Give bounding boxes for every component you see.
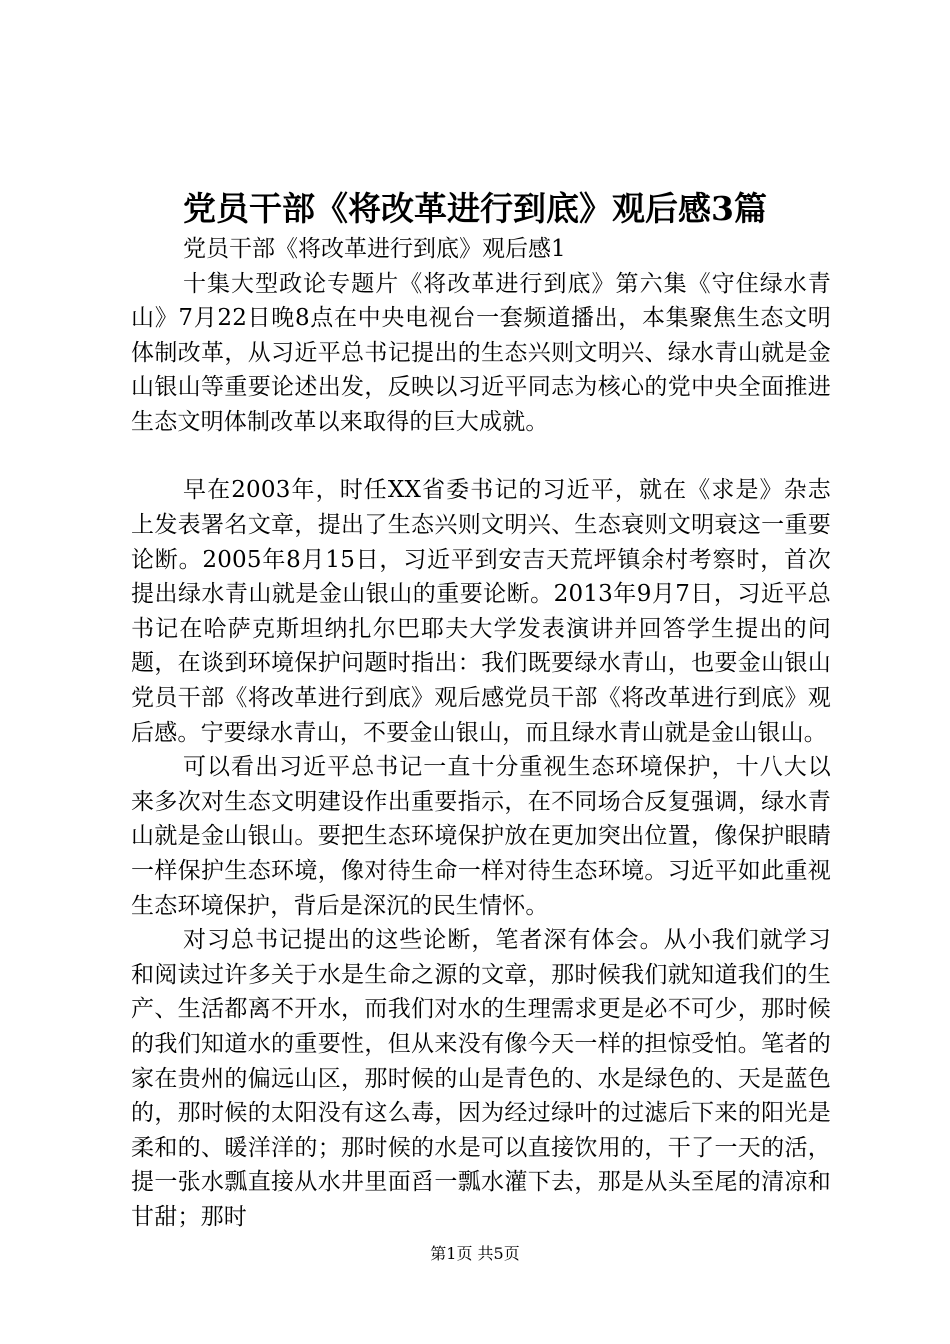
paragraph-3: 可以看出习近平总书记一直十分重视生态环境保护，十八大以来多次对生态文明建设作出重要指示，在不同场合反复强调，绿水青山就是金山银山。要把生态环境保护放在更加突出位置，像保护眼睛一样保护生态环境，像对待生命一样对待生态环境。习近平如此重视生态环境保护，背后是深沉的民生情怀。	[131, 754, 831, 919]
page-number-footer: 第1页 共5页	[430, 1244, 520, 1263]
paragraph-1: 十集大型政论专题片《将改革进行到底》第六集《守住绿水青山》7月22日晚8点在中央电视台一套频道播出，本集聚焦生态文明体制改革，从习近平总书记提出的生态兴则文明兴、绿水青山就是金山银山等重要论述出发，反映以习近平同志为核心的党中央全面推进生态文明体制改革以来取得的巨大成就。	[131, 270, 831, 435]
paragraph-4: 对习总书记提出的这些论断，笔者深有体会。从小我们就学习和阅读过许多关于水是生命之源的文章，那时候我们就知道我们的生产、生活都离不开水，而我们对水的生理需求更是必不可少，那时候的我们知道水的重要性，但从来没有像今天一样的担惊受怕。笔者的家在贵州的偏远山区，那时候的山是青色的、水是绿色的、天是蓝色的，那时候的太阳没有这么毒，因为经过绿叶的过滤后下来的阳光是柔和的、暖洋洋的；那时候的水是可以直接饮用的，干了一天的活，提一张水瓢直接从水井里面舀一瓢水灌下去，那是从头至尾的清凉和甘甜；那时	[131, 927, 831, 1230]
section-heading: 党员干部《将改革进行到底》观后感1	[183, 236, 566, 262]
document-title: 党员干部《将改革进行到底》观后感3篇	[183, 189, 767, 228]
document-body	[131, 232, 831, 1235]
paragraph-2: 早在2003年，时任XX省委书记的习近平，就在《求是》杂志上发表署名文章，提出了生态兴则文明兴、生态衰则文明衰这一重要论断。2005年8月15日，习近平到安吉天荒坪镇余村考察时，首次提出绿水青山就是金山银山的重要论断。2013年9月7日，习近平总书记在哈萨克斯坦纳扎尔巴耶夫大学发表演讲并回答学生提出的问题，在谈到环境保护问题时指出：我们既要绿水青山，也要金山银山党员干部《将改革进行到底》观后感党员干部《将改革进行到底》观后感。宁要绿水青山，不要金山银山，而且绿水青山就是金山银山。	[131, 477, 831, 746]
